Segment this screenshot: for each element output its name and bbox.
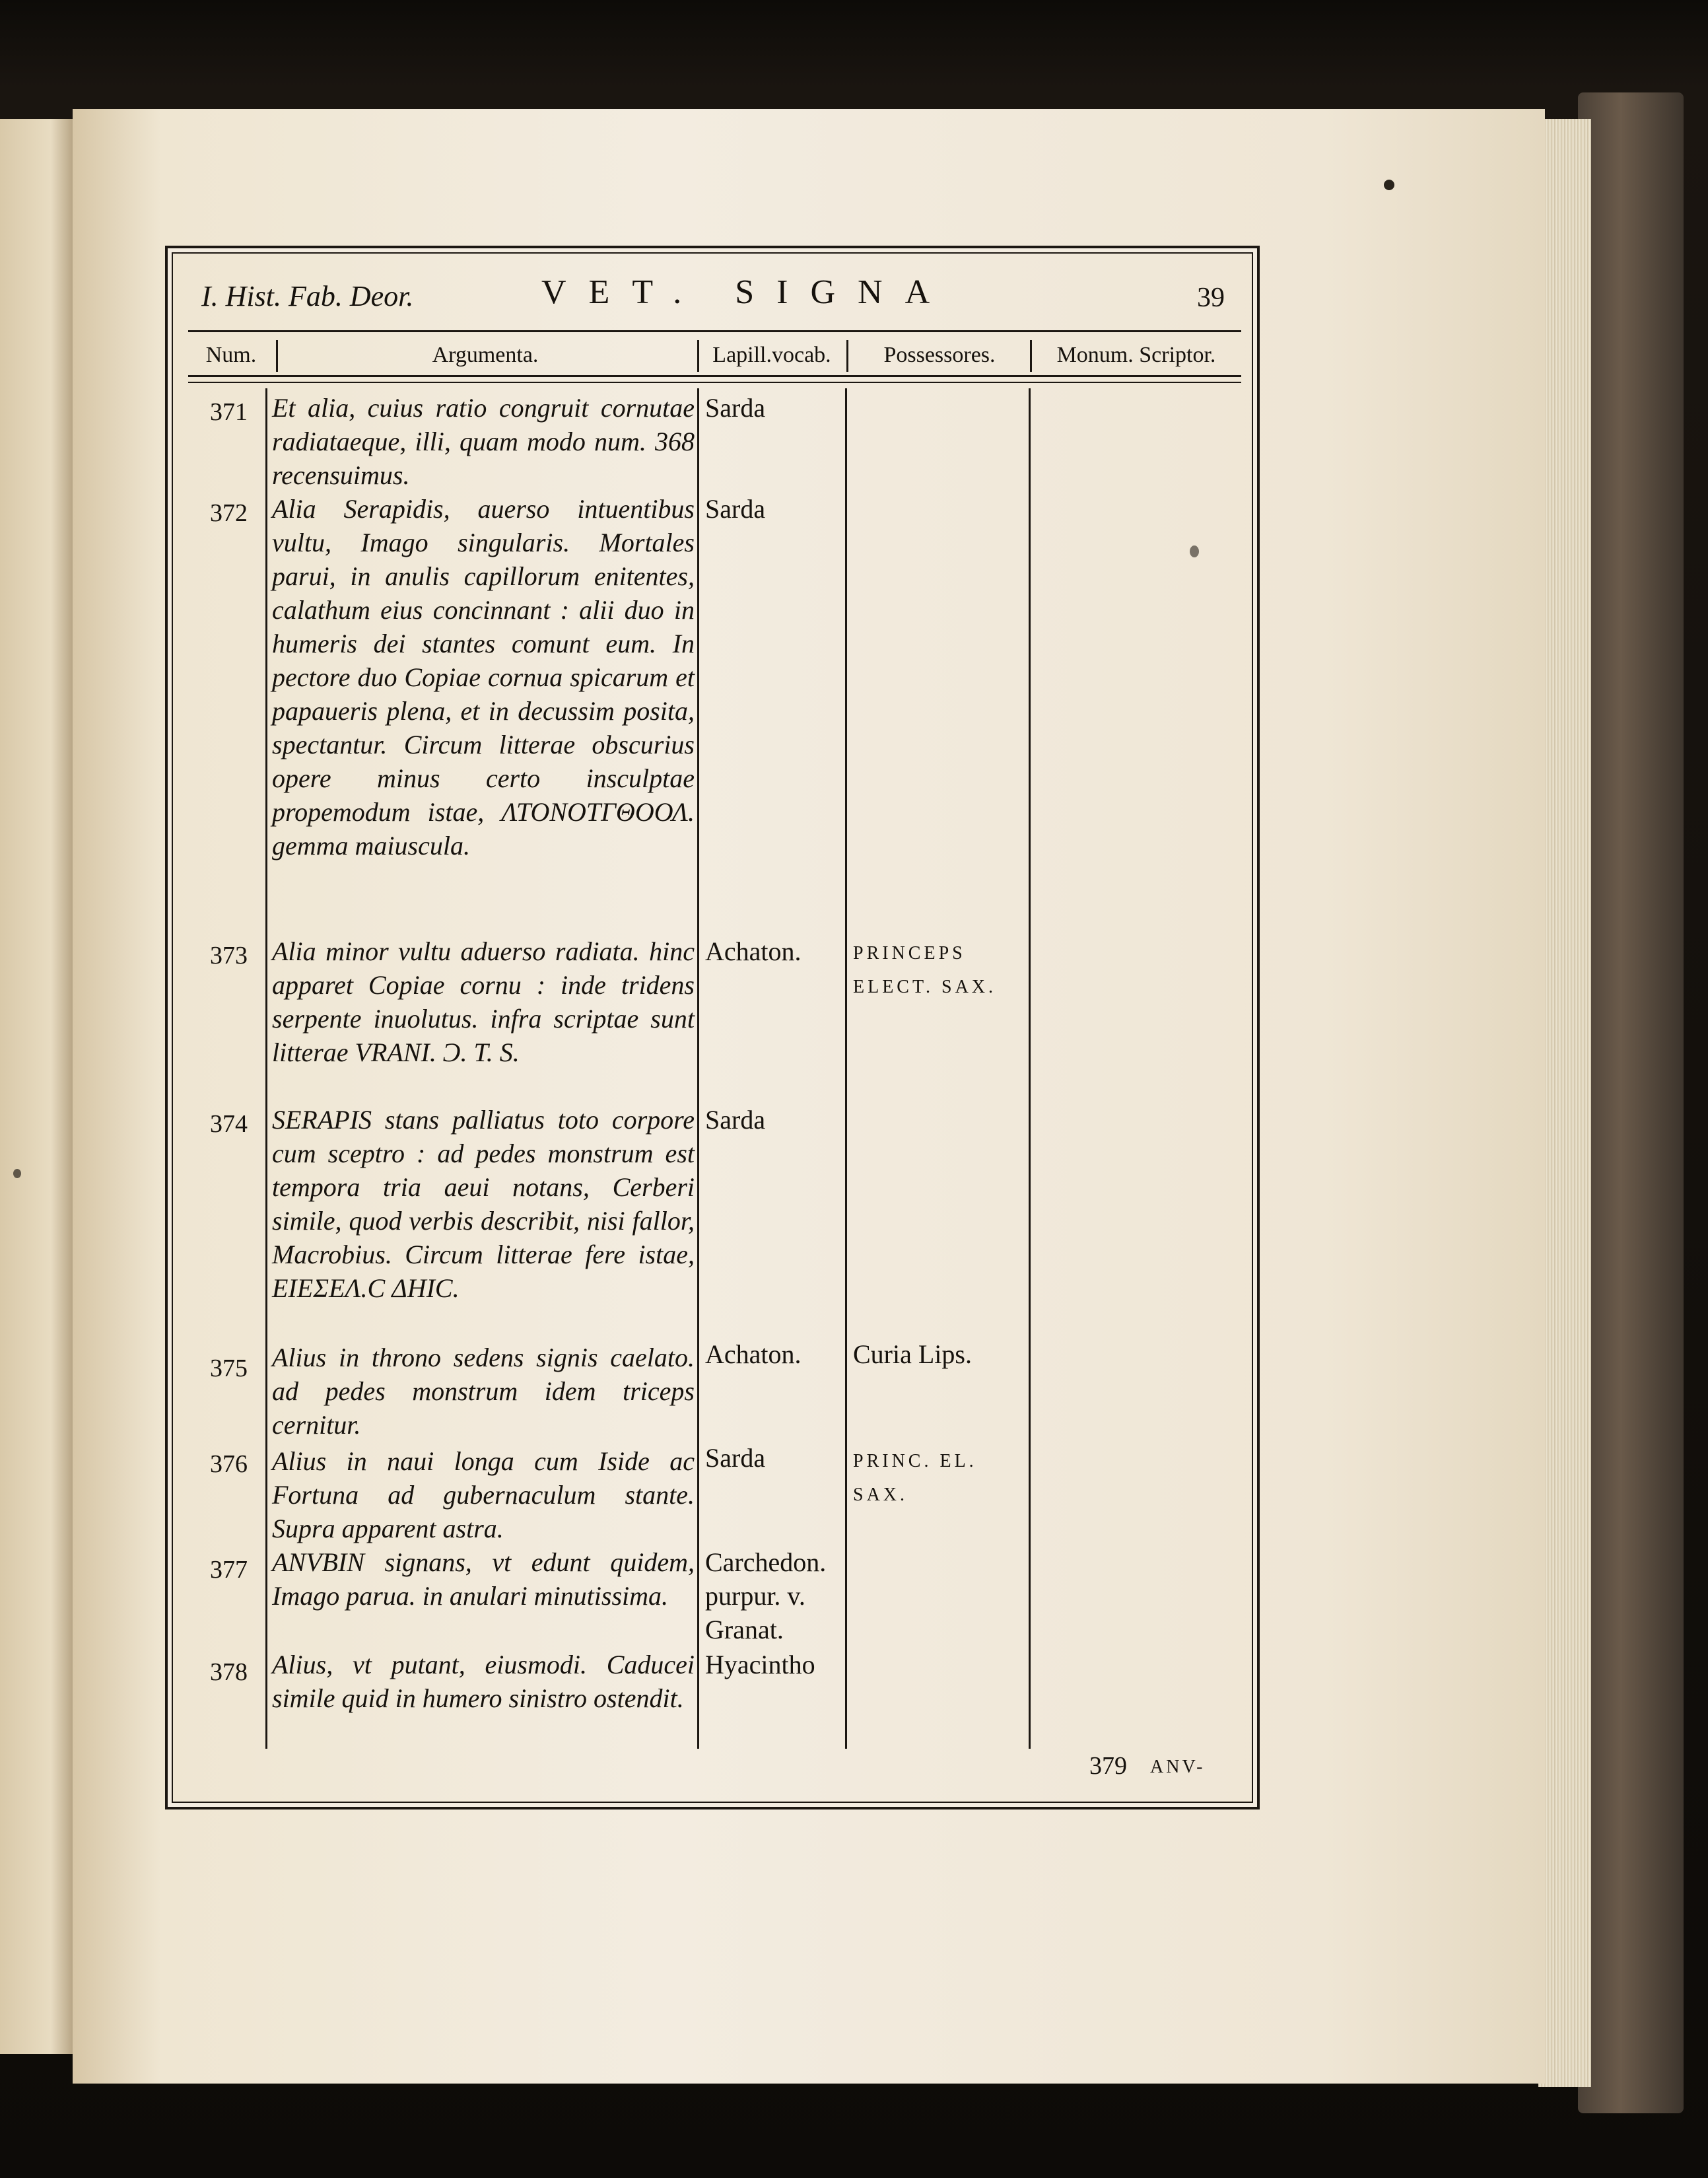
col-divider bbox=[697, 340, 699, 372]
col-header-num: Num. bbox=[205, 343, 257, 367]
col-divider bbox=[1030, 340, 1032, 372]
col-header-possessores: Possessores. bbox=[883, 343, 996, 367]
entry-argument: SERAPIS stans palliatus toto corpore cum sceptro : ad pedes monstrum est tempora tria aeui notans, Cerberi simile, quod verbis describit, nisi fallor, Macrobius. Circum litterae fere istae, ΕΙΕΣΕΛ.C ΔΗΙC. bbox=[272, 1105, 695, 1303]
catchword: ANV- bbox=[1150, 1757, 1206, 1777]
entry-number: 374 bbox=[210, 1110, 248, 1138]
entry-gem: Carchedon. purpur. v. Granat. bbox=[705, 1547, 827, 1644]
entry-gem: Achaton. bbox=[705, 1339, 802, 1369]
entry-number: 373 bbox=[210, 942, 248, 969]
col-header-lapill: Lapill.vocab. bbox=[712, 343, 831, 367]
catchword-number: 379 bbox=[1089, 1752, 1127, 1780]
page-block-edges bbox=[1538, 119, 1591, 2087]
entry-argument: Alius, vt putant, eiusmodi. Caducei simile quid in humero sinistro ostendit. bbox=[272, 1650, 695, 1713]
entry-argument: Alius in naui longa cum Iside ac Fortuna ad gubernaculum stante. Supra apparent astra. bbox=[272, 1446, 695, 1543]
entry-number: 371 bbox=[210, 398, 248, 426]
entry-possessor: PRINC. EL. SAX. bbox=[853, 1451, 977, 1505]
entry-possessor: Curia Lips. bbox=[853, 1339, 972, 1369]
page-stain bbox=[13, 1169, 21, 1178]
entry-gem: Sarda bbox=[705, 1443, 766, 1473]
colhead-rule-bottom bbox=[188, 382, 1241, 383]
col-divider bbox=[846, 340, 848, 372]
page-title: VET. SIGNA bbox=[541, 273, 953, 311]
entry-gem: Sarda bbox=[705, 494, 766, 524]
entry-possessor: PRINCEPS ELECT. SAX. bbox=[853, 943, 997, 997]
entry-number: 378 bbox=[210, 1658, 248, 1686]
entry-argument: Et alia, cuius ratio congruit cornutae radiataeque, illi, quam modo num. 368 recensuimus. bbox=[272, 393, 695, 490]
entry-argument: Alia minor vultu aduerso radiata. hinc apparet Copiae cornu : inde tridens serpente inuolutus. infra scriptae sunt litterae VRANI. Ͻ. T. S. bbox=[272, 936, 695, 1067]
book-cover bbox=[1578, 92, 1684, 2113]
col-divider bbox=[276, 340, 278, 372]
col-header-monum: Monum. Scriptor. bbox=[1056, 343, 1216, 367]
entry-argument: Alia Serapidis, auerso intuentibus vultu, Imago singularis. Mortales parui, in anulis capillorum enitentes, calathum eius concinnant : alii duo in humeris dei stantes comunt eum. In pectore duo Copiae cornua spicarum et papaueris plena, et in decussim posita, spectantur. Circum litterae obscurius opere minus certo insculptae propemodum istae, ΛΤΟΝΟΤΓΘΟΟΛ. gemma maiuscula. bbox=[272, 494, 695, 861]
entry-gem: Sarda bbox=[705, 1105, 766, 1135]
running-header bbox=[191, 267, 1241, 327]
page-number: 39 bbox=[1197, 283, 1225, 313]
entry-number: 377 bbox=[210, 1556, 248, 1584]
col-divider bbox=[845, 388, 847, 1749]
entry-number: 375 bbox=[210, 1354, 248, 1382]
entry-argument: ANVBIN signans, vt edunt quidem, Imago parua. in anulari minutissima. bbox=[272, 1547, 695, 1611]
col-divider bbox=[265, 388, 267, 1749]
col-divider bbox=[1029, 388, 1031, 1749]
colhead-rule-top bbox=[188, 375, 1241, 377]
left-page-edge bbox=[0, 119, 73, 2054]
page-stain bbox=[1384, 180, 1394, 190]
running-title: I. Hist. Fab. Deor. bbox=[201, 280, 414, 312]
entry-number: 376 bbox=[210, 1450, 248, 1478]
col-divider bbox=[697, 388, 699, 1749]
col-header-argumenta: Argumenta. bbox=[432, 343, 539, 367]
header-rule bbox=[188, 330, 1241, 332]
entry-argument: Alius in throno sedens signis caelato. ad pedes monstrum idem triceps cernitur. bbox=[272, 1343, 695, 1440]
entry-gem: Hyacintho bbox=[705, 1650, 815, 1679]
entry-gem: Achaton. bbox=[705, 936, 802, 966]
entry-number: 372 bbox=[210, 499, 248, 527]
entry-gem: Sarda bbox=[705, 393, 766, 423]
